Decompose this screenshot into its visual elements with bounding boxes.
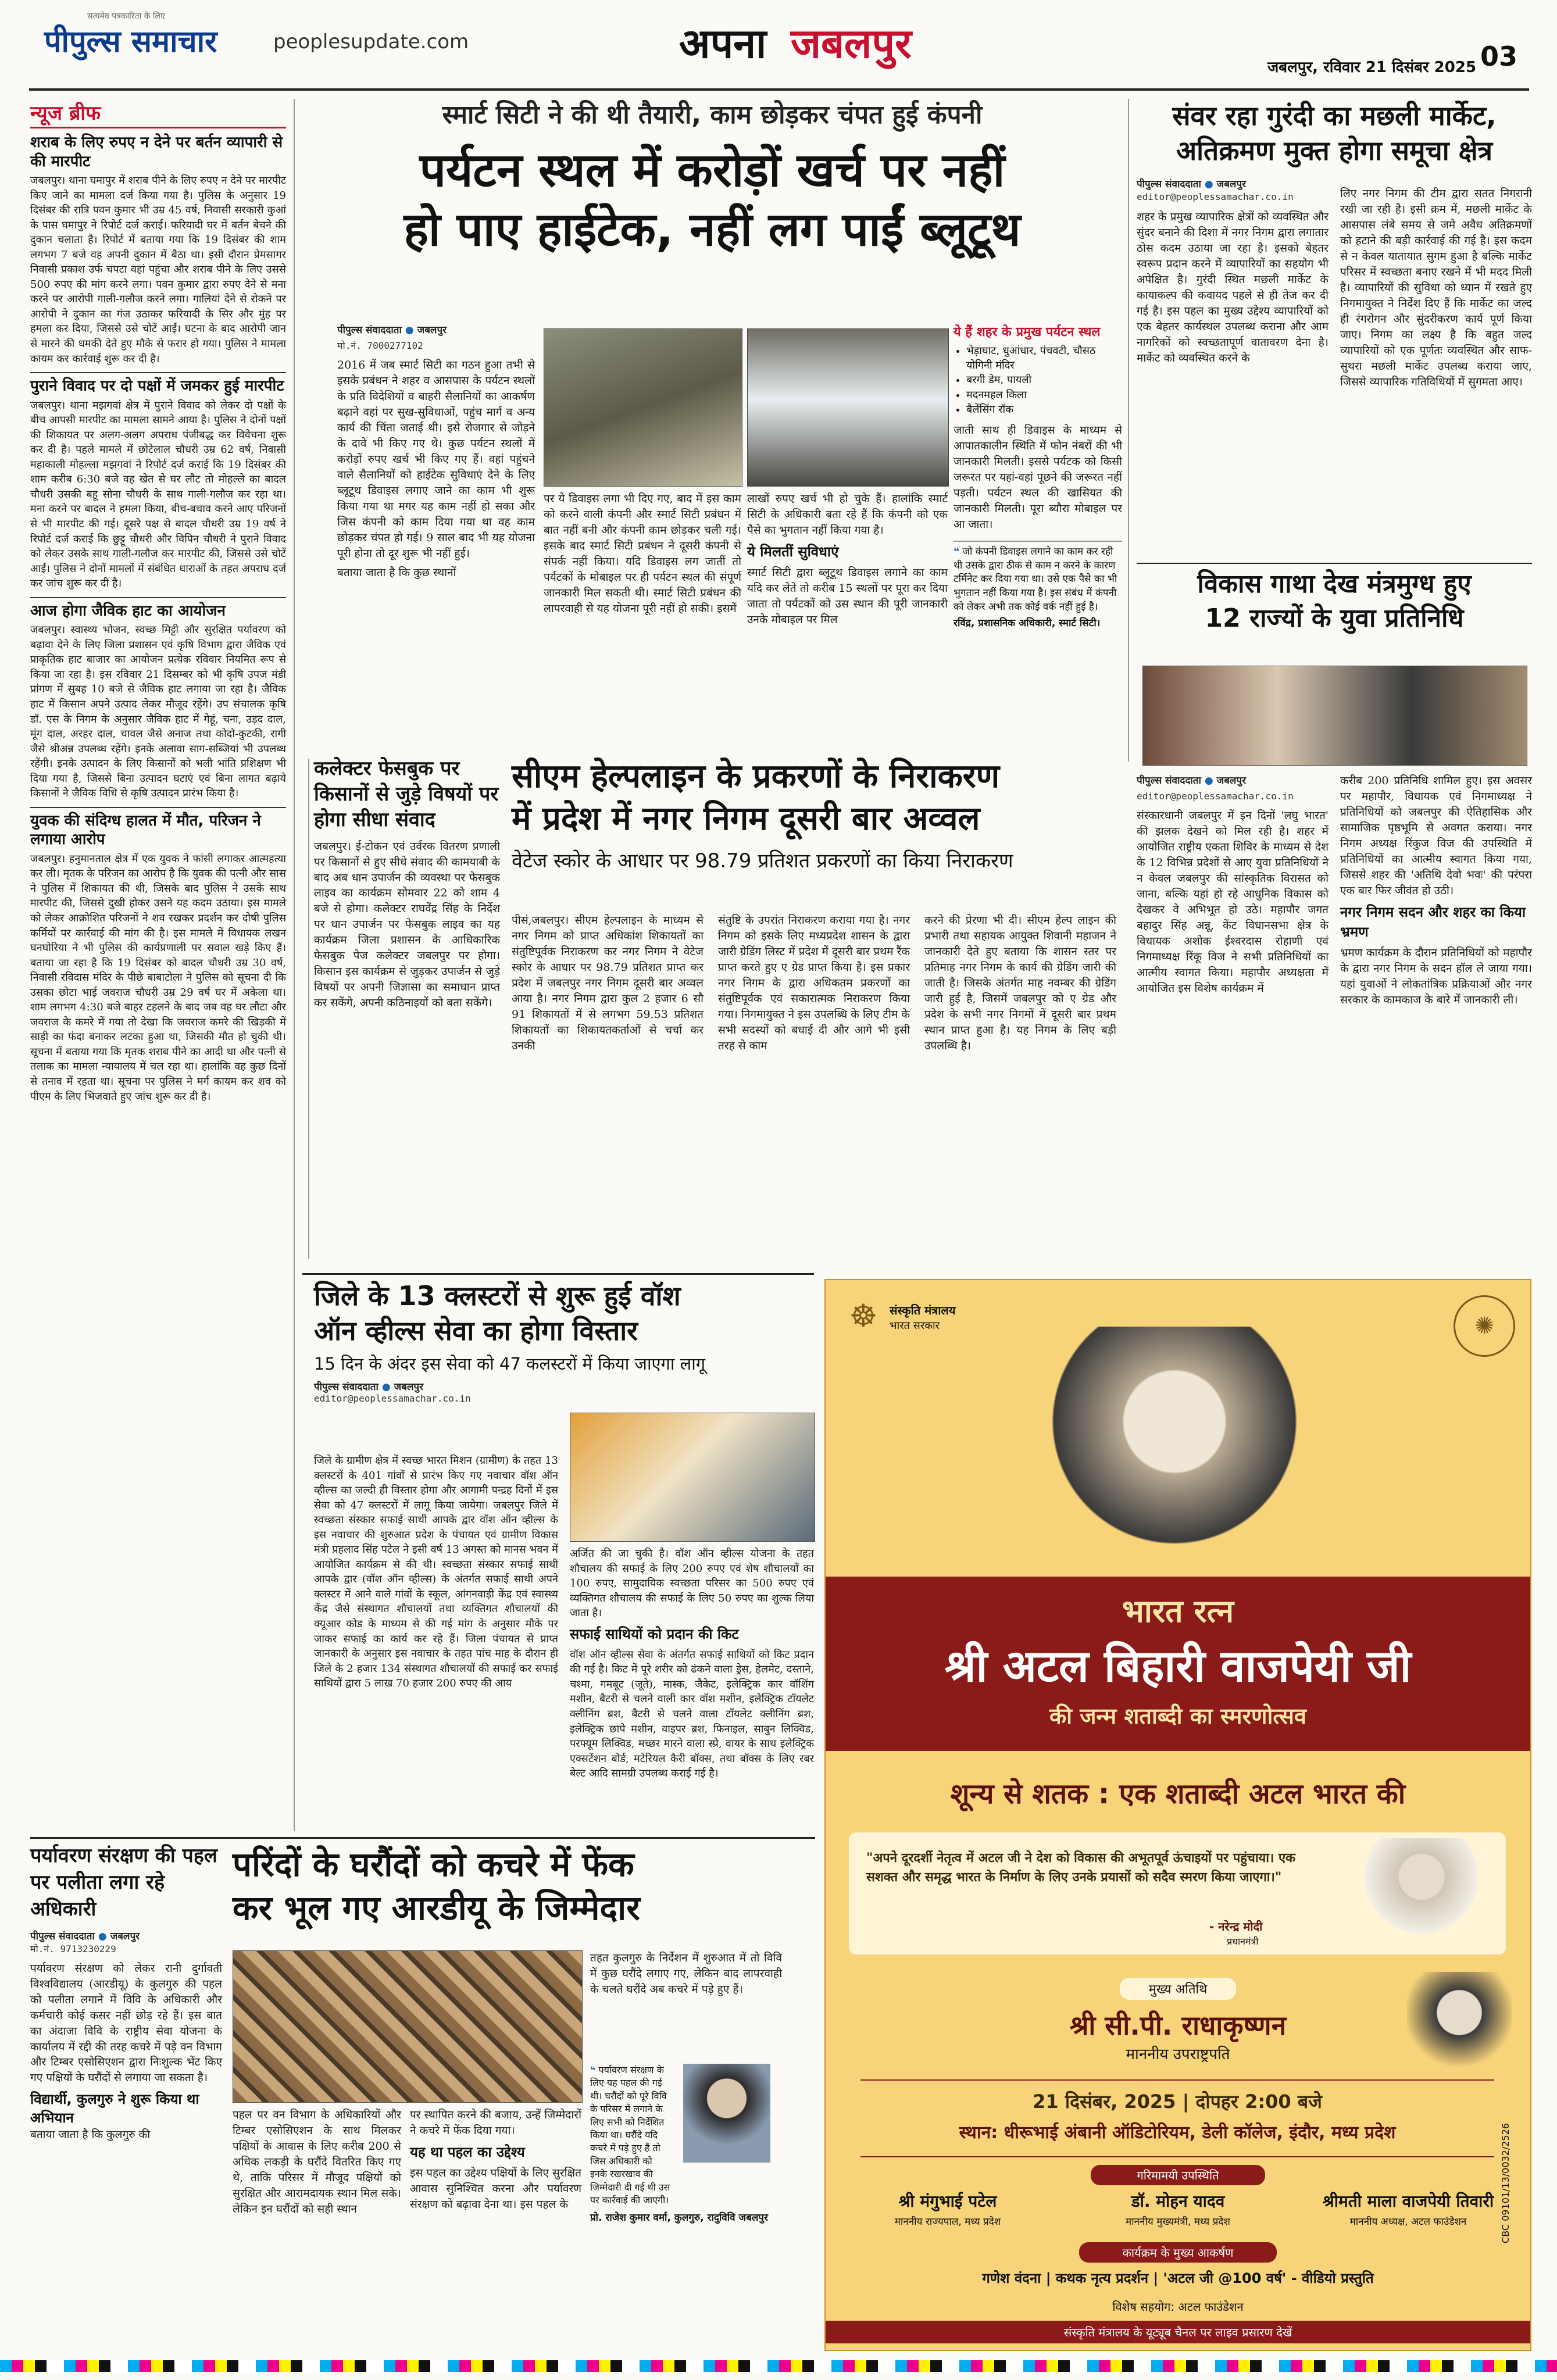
section-title-b: जबलपुर: [791, 20, 912, 67]
byline-text: पीपुल्स संवाददाता: [30, 1930, 95, 1942]
parinde-story: [233, 1843, 814, 2354]
vc-quote-text: [590, 2064, 672, 2207]
fort-photo: [544, 328, 742, 487]
atal-portrait: [1047, 1327, 1302, 1577]
gurandi-headline-2: अतिक्रमण मुक्त होगा समूचा क्षेत्र: [1176, 134, 1493, 166]
ad-footer: संस्कृति मंत्रालय के यूट्यूब चैनल पर लाइव प्रसारण देखें: [826, 2321, 1530, 2343]
bullet-icon: ●: [405, 324, 414, 336]
bullet-icon: ●: [381, 1381, 391, 1393]
guest-card: [837, 2190, 1058, 2228]
quote-source: रविंद्र, प्रशासनिक अधिकारी, स्मार्ट सिटी।: [954, 617, 1101, 629]
paryavaran-body: पर्यावरण संरक्षण को लेकर रानी दुर्गावती विश्वविद्यालय (आरडीयू) के कुलगुरु की पहल को पलीता लगाने में विवि के अधिकारी और कर्मचारी कोई कसर नहीं छोड़ रहे हैं। इस बात का अंदाजा विवि के राष्ट्रीय सेवा योजना के कार्यालय में रद्दी की तरह कचरे में पड़े वन विभाग और टिम्बर एसोसिएशन द्वारा निःशुल्क भेंट किए गए पक्षियों के घरौंदों से लगाया जा सकता है।: [30, 1961, 222, 2085]
chief-guest-label: मुख्य अतिथि: [1120, 1978, 1236, 2000]
ad-ministry: संस्कृति मंत्रालय: [890, 1303, 956, 1317]
delegates-photo: [1142, 666, 1527, 766]
section-title-a: अपना: [679, 20, 767, 67]
guest-card: [1298, 2190, 1519, 2228]
tourist-spots-list: [954, 344, 1122, 417]
paragraph: 2016 में जब स्मार्ट सिटी का गठन हुआ तभी से इसके प्रबंधन ने शहर व आसपास के पर्यटन स्थलों के प्रति विदेशियों व बाहरी सैलानियों का आकर्षण बढ़ाने वहां पर सुख-सुविधाओं, पहुंच मार्ग व अन्य कार्य की चिंता जताई थी। इसे रोजगार से जोड़ने के दावे भी किए गए थे। कुछ पर्यटन स्थलों में करोड़ों रुपए खर्च भी किए गए हैं। वहां पहुंचने वाले सैलानियों को हाईटेक सुविधाएं देने के लिए ब्लूटूथ डिवाइस लगाए जाने का काम भी शुरू किया गया था मगर यह काम नहीं हो सका और जिस कंपनी को काम दिया गया था वह काम छोड़कर चंपत हो गई। 9 साल बाद भी यह योजना पूरी होना तो दूर शुरू भी नहीं हुई।: [337, 359, 535, 560]
vikas-email[interactable]: editor@peoplessamachar.co.in: [1137, 791, 1294, 802]
wash-byline: [314, 1380, 814, 1393]
program-list: गणेश वंदना | कथक नृत्य प्रदर्शन | 'अटल जी @100 वर्ष' - वीडियो प्रस्तुति: [982, 2270, 1374, 2286]
guest-card: [1067, 2190, 1288, 2228]
lead-headline-1: पर्यटन स्थल में करोड़ों खर्च पर नहीं: [419, 143, 1005, 197]
byline-city: जबलपुर: [394, 1381, 424, 1393]
wash-email[interactable]: editor@peoplessamachar.co.in: [314, 1392, 471, 1404]
facebook-story: [314, 756, 500, 1267]
sub-heading: विद्यार्थी, कुलगुरु ने शुरू किया था अभियान: [30, 2091, 199, 2126]
cm-deck: वेटेज स्कोर के आधार पर 98.79 प्रतिशत प्रकरणों का किया निराकरण: [512, 849, 1013, 873]
vc-portrait: [683, 2064, 770, 2163]
guest-name: श्रीमती माला वाजपेयी तिवारी: [1322, 2192, 1494, 2211]
list-item: • बैलेंसिंग रॉक: [966, 402, 1122, 417]
quote-text: जो कंपनी डिवाइस लगाने का काम कर रही थी उसके द्वारा ठीक से काम न करने के कारण टर्मिनेट कर दिया गया था। उसे एक पैसे का भी भुगतान नहीं किया गया है। इस संबंध में कंपनी को लेकर अभी तक कोई वर्क नहीं हुई है।: [954, 545, 1117, 613]
cleaner-photo: [570, 1413, 815, 1542]
cm-col-2: संतुष्टि के उपरांत निराकरण कराया गया है। नगर निगम को इसके लिए मध्यप्रदेश शासन के द्वारा जारी ग्रेडिंग लिस्ट में प्रदेश में दूसरी बार प्रथम रैंक प्राप्त करते हुए ए ग्रेड प्राप्त किया है। इस प्रकार नगर निगम के द्वारा अधिकतम प्रकरणों का संतुष्टिपूर्वक एवं सकारात्मक निराकरण किया गया। निगमायुक्त ने इस उपलब्धि के लिए टीम के सभी सदस्यों को बधाई दी और आगे भी इसी तरह से काम: [718, 914, 910, 1052]
vikas-headline-1: विकास गाथा देख मंत्रमुग्ध हुए: [1197, 569, 1472, 599]
page-number: 03: [1480, 41, 1518, 72]
paragraph: करीब 200 प्रतिनिधि शामिल हुए। इस अवसर पर महापौर, विधायक एवं निगमाध्यक्ष ने प्रतिनिधियों को जबलपुर की ऐतिहासिक और सामाजिक पृष्ठभूमि से अवगत कराया। नगर निगम अध्यक्ष रिंकुज विज की उपस्थिति में प्रतिनिधियों का आत्मीय स्वागत किया गया, जिससे शहर की 'अतिथि देवो भवः' की परंपरा एक बार फिर जीवंत हो उठी।: [1340, 774, 1532, 897]
guest-role: माननीय मुख्यमंत्री, मध्य प्रदेश: [1126, 2216, 1230, 2228]
list-item: • भेड़ाघाट, धुआंधार, पंचवटी, चौसठ योगिनी मंदिर: [966, 344, 1122, 373]
news-brief-header: न्यूज ब्रीफ: [30, 99, 286, 128]
wash-col-1: जिले के ग्रामीण क्षेत्र में स्वच्छ भारत मिशन (ग्रामीण) के तहत 13 क्लस्टरों के 401 गांवों से प्रारंभ किए गए नवाचार वॉश ऑन व्हील्स का जल्दी ही विस्तार होगा और आगामी पन्द्रह दिनों में इस सेवा को 47 क्लस्टरों में लागू किया जायेगा। जबलपुर जिले में स्वच्छता संस्कार सफाई साथी आपके द्वार वॉश ऑन व्हील्स के इस नवाचार की शुरुआत प्रदेश के पंचायत एवं ग्रामीण विकास मंत्री प्रहलाद सिंह पटेल ने इसी वर्ष 13 अगस्त को मानस भवन में आयोजित कार्यक्रम से की थी। स्वच्छता संस्कार सफाई साथी आपके द्वार (वॉश ऑन व्हील्स) के अंतर्गत सफाई साथी अपने क्लस्टर में आने वाले गांवों के स्कूल, आंगनवाड़ी केंद्र एवं स्वास्थ्य केंद्र जैसे संस्थागत शौचालयों तथा व्यक्तिगत शौचालयों की क्यूआर कोड के माध्यम से की गई मांग के अनुसार मौके पर जाकर सफाई का कार्य कर रहे हैं। जिला पंचायत से प्राप्त जानकारी के अनुसार इस नवाचार के तहत पांच माह के दौरान ही जिले के 2 हजार 134 संस्थागत शौचालयों की सफाई कर सफाई साथियों द्वारा 5 लाख 70 हजार 200 रुपए की आय: [314, 1455, 558, 1690]
gurandi-story: [1137, 99, 1532, 552]
atal-centenary-ad[interactable]: [824, 1279, 1531, 2351]
tourist-spots-box: [954, 323, 1122, 631]
bullet-icon: ●: [1204, 775, 1213, 787]
ad-govt: भारत सरकार: [890, 1320, 940, 1332]
brief-body: जबलपुर। हनुमानताल क्षेत्र में एक युवक ने फांसी लगाकर आत्महत्या कर ली। मृतक के परिजन का आरोप है कि युवक की पत्नी और सास ने पुलिस में शिकायत की थी, जिसके बाद पुलिस ने उसके साथ मारपीट की, जिससे दुखी होकर उसने यह कदम उठाया। इस मामले को लेकर आक्रोशित परिजनों ने शव रखकर प्रदर्शन कर दोषी पुलिस कर्मियों पर कार्रवाई की मांग की है। इस मामले में विधायक लखन घनघोरिया ने भी पुलिस की कार्यप्रणाली पर सवाल खड़े किए हैं। बताया जा रहा है कि 19 दिसंबर को बादल चौधरी उम्र 30 वर्ष, निवासी रविदास मंदिर के पीछे बाबाटोला ने पुलिस को सूचना दी कि उसका छोटा भाई जवराज चौधरी उम्र 29 वर्ष घर में अकेला था। शाम लगभग 4:30 बजे बाहर टहलने के बाद जब वह घर लौटा और जवराज के कमरे में गया तो देखा कि जवराज कमरे की खिड़की में साड़ी का फंदा बनाकर लटका हुआ था, जिसकी मौत हो चुकी थी। सूचना में बताया गया कि मृतक शराब पीने का आदी था और पत्नी से तलाक का मामला न्यायालय में चल रहा था। हालांकि वह कुछ दिनों से तनाव में रहता था। सूचना पर पुलिस ने मर्ग कायम कर शव को पीएम के लिए भिजवाते हुए जांच शुरू कर दी है।: [30, 852, 286, 1103]
vikas-headline-2: 12 राज्यों के युवा प्रतिनिधि: [1205, 603, 1464, 634]
quote-icon: ❝: [590, 2064, 596, 2075]
paryavaran-byline: [30, 1929, 222, 1942]
byline-city: जबलपुर: [417, 324, 447, 336]
cm-headline-1: सीएम हेल्पलाइन के प्रकरणों के निराकरण: [512, 757, 1000, 795]
fb-headline: कलेक्टर फेसबुक पर किसानों से जुड़े विषयों पर होगा सीधा संवाद: [314, 757, 499, 832]
parinde-headline-2: कर भूल गए आरडीयू के जिम्मेदार: [233, 1888, 640, 1928]
ad-support: विशेष सहयोग: अटल फाउंडेशन: [1112, 2300, 1244, 2314]
column-divider: [294, 99, 295, 1831]
ad-cbc-code: CBC 09101/13/0032/2526: [1500, 2123, 1511, 2243]
parinde-col-2: [410, 2107, 581, 2216]
brief-body: जबलपुर। थाना घमापुर में शराब पीने के लिए रुपए न देने पर मारपीट किए जाने का मामला दर्ज किया गया है। पुलिस के अनुसार 19 दिसंबर की रात्रि पवन कुमार भी उम्र 45 वर्ष, निवासी सरकारी कुआं के पास घमापुर ने रिपोर्ट दर्ज कराई। फरियादी घर में बर्तन बेचने की दुकान चलाता है। रिपोर्ट में बताया गया कि 19 दिसंबर की शाम लगभग 7 बजे वह अपनी दुकान में बैठा था। इसी दौरान प्रेमसागर निवासी प्रकाश उर्फ चपटा वहां पहुंचा और शराब पीने के लिए उससे 500 रुपए की मांग करने लगा। पवन कुमार द्वारा रुपए देने से मना करने पर आरोपी गाली-गलौज करने लगा। गालियां देने से रोकने पर आरोपी ने दुकान का गंज उठाकर फरियादी के सिर और मुंह पर हमला कर दिया, जिससे उसे चोटें आईं। घटना के बाद आरोपी जान से मारने की धमकी देते हुए मौके से फरार हो गया। पुलिस ने मामला कायम कर कार्रवाई शुरू कर दी है।: [30, 174, 286, 365]
parinde-headline-1: परिंदों के घरौंदों को कचरे में फेंक: [233, 1845, 634, 1884]
byline-city: जबलपुर: [1216, 775, 1247, 787]
gurandi-col-1: शहर के प्रमुख व्यापारिक क्षेत्रों को व्यवस्थित और सुंदर बनाने की दिशा में नगर निगम द्वारा लगातार ठोस कदम उठाया जा रहा है। इसको बेहतर स्वरूप प्रदान करने में व्यापारियों का सहयोग भी अपेक्षित है। गुरंदी स्थित मछली मार्केट के कायाकल्प की कवायद पहले से ही तेज कर दी गई है। इस पहल का मुख्य उद्देश्य व्यापारियों को एक बेहतर कार्यस्थल उपलब्ध कराना और आम नागरिकों को स्वच्छतापूर्ण वातावरण देना है। मार्केट को व्यवस्थित करने के: [1137, 210, 1329, 364]
ad-title-1: भारत रत्न: [1122, 1593, 1234, 1629]
parinde-col-1: पहल पर वन विभाग के अधिकारियों और टिम्बर एसोसिएशन के साथ मिलकर पक्षियों के आवास के लिए करीब 200 से अधिक लकड़ी के घरौंदे वितरित किए गए थे, ताकि परिसर में मौजूद पक्षियों को सुरक्षित और आरामदायक स्थान मिल सके। लेकिन इन घरौंदों को सही स्थान: [233, 2109, 401, 2215]
lead-col-3: [747, 491, 948, 631]
brief-item: [30, 597, 286, 801]
bullet-icon: ●: [1204, 178, 1213, 190]
gurandi-col-2: लिए नगर निगम की टीम द्वारा सतत निगरानी रखी जा रही है। इसी क्रम में, मछली मार्केट के आसपास लंबे समय से जमे अवैध अतिक्रमणों को हटाने की बड़ी कार्रवाई की गई है। इस कदम से न केवल यातायात सुगम हुआ है बल्कि मार्केट परिसर में स्वच्छता बनाए रखने में भी मदद मिली है। व्यापारियों की सुविधा को ध्यान में रखते हुए निगमायुक्त ने निर्देश दिए हैं कि मार्केट का जल्द ही रंगरोगन और सुंदरीकरण कार्य पूर्ण किया जाए। निगम का लक्ष्य है कि बहुत जल्द व्यापारियों को एक पूर्णतः व्यवस्थित और साफ-सुथरा मछली मार्केट उपलब्ध कराया जाए, जिससे व्यापारिक गतिविधियों में सुगमता आए।: [1340, 187, 1532, 388]
lead-col-2: पर ये डिवाइस लगा भी दिए गए, बाद में इस काम को करने वाली कंपनी और स्मार्ट सिटी प्रबंधन में बात नहीं बनी और कंपनी काम छोड़कर चली गई। इसके बाद स्मार्ट सिटी प्रबंधन ने दूसरी कंपनी से संपर्क नहीं किया। यदि डिवाइस लग जातीं तो पर्यटकों के मोबाइल पर ही पर्यटन स्थल की संपूर्ण जानकारी मिल सकती थी। स्मार्ट सिटी प्रबंधन की लापरवाही से यह योजना पूरी नहीं हो सकी। इसमें: [544, 492, 741, 615]
quote-icon: ❝: [954, 545, 959, 558]
guests-label: गरिमामयी उपस्थिति: [1091, 2165, 1265, 2185]
fb-body: जबलपुर। ई-टोकन एवं उर्वरक वितरण प्रणाली पर किसानों से हुए सीधे संवाद की कामयाबी के बाद अब धान उपार्जन की व्यवस्था पर फेसबुक लाइव का कार्यक्रम सोमवार 22 को शाम 4 बजे से होगा। कलेक्टर राघवेंद्र सिंह के निर्देश पर धान उपार्जन पर फेसबुक लाइव का यह कार्यक्रम जिला प्रशासन के आधिकारिक फेसबुक पेज कलेक्टर जबलपुर पर होगा। किसान इस कार्यक्रम से जुड़कर उपार्जन से जुड़े विषयों पर अपनी जिज्ञासा का समाधान प्राप्त कर सकेंगे, अपनी कठिनाइयों को बता सकेंगे।: [314, 839, 500, 1010]
vc-quote-box: [590, 2064, 811, 2224]
paryavaran-story: [30, 1843, 222, 2354]
centenary-logo-icon: ✺: [1454, 1295, 1515, 1357]
brief-title: पुराने विवाद पर दो पक्षों में जमकर हुई मारपीट: [30, 377, 284, 395]
paragraph: अर्जित की जा चुकी है। वॉश ऑन व्हील्स योजना के तहत शौचालय की सफाई के लिए 200 रुपए एवं शेष शौचालयों का 100 रुपए, सामुदायिक स्वच्छता परिसर का 500 रुपए एवं व्यक्तिगत शौचालय की सफाई के लिए 50 रुपए का शुल्क लिया जाता है।: [570, 1548, 814, 1620]
gurandi-headline-1: संवर रहा गुरंदी का मछली मार्केट,: [1172, 100, 1497, 131]
ad-tagline: शून्य से शतक : एक शताब्दी अटल भारत की: [950, 1778, 1406, 1810]
column-divider: [308, 759, 309, 1259]
chief-guest-name: श्री सी.पी. राधाकृष्णन: [1069, 2010, 1287, 2041]
parinde-col-3: तहत कुलगुरु के निर्देशन में शुरुआत में तो विवि में कुछ घरौंदे लगाए गए, लेकिन बाद लापरवाही के चलते घरौंदे अब कचरे में पड़े हुए हैं।: [590, 1952, 782, 1996]
registration-marks: [0, 2360, 1557, 2372]
brief-title: आज होगा जैविक हाट का आयोजन: [30, 602, 226, 620]
sub-heading: नगर निगम सदन और शहर का किया भ्रमण: [1340, 903, 1526, 940]
ministry-emblem-icon: ☸: [849, 1298, 878, 1334]
lead-kicker: स्मार्ट सिटी ने की थी तैयारी, काम छोड़कर चंपत हुई कंपनी: [442, 100, 983, 130]
pm-quote-by: - नरेन्द्र मोदी: [1209, 1920, 1263, 1934]
guest-name: डॉ. मोहन यादव: [1131, 2192, 1225, 2211]
wash-headline-1: जिले के 13 क्लस्टरों से शुरू हुई वॉश: [314, 1280, 681, 1311]
paragraph: इस पहल का उद्देश्य पक्षियों के लिए सुरक्षित आवास सुनिश्चित करना और पर्यावरण संरक्षण को बढ़ावा देना था। इस पहल के: [410, 2167, 581, 2211]
brief-body: जबलपुर। स्वास्थ्य भोजन, स्वच्छ मिट्टी और सुरक्षित पर्यावरण को बढ़ावा देने के लिए जिला प्रशासन एवं कृषि विभाग द्वारा जैविक एवं प्राकृतिक हाट बाजार का आयोजन प्रत्येक रविवार नियमित रूप से किया जा रहा है। इस रविवार 21 दिसम्बर को भी कृषि उपज मंडी प्रांगण में सुबह 10 बजे से जैविक हाट लगाया जा रहा है। जैविक हाट में किसान अपने उत्पाद लेकर मौजूद रहेंगे। उप संचालक कृषि डॉ. एस के निगम के अनुसार जैविक हाट में गेहूं, चना, उड़द दाल, मूंग दाल, अरहर दाल, चावल जैसे अनाज तथा कोदो-कुटकी, रागी जैसे श्रीअन्न उपलब्ध रहेंगे। इनके अलावा साग-सब्जियां भी उपलब्ध रहेंगी। इनके उत्पादन के लिए किसानों को भली भांति प्रशिक्षण भी दिया गया है, जिससे बिना उत्पादन घटाएं एवं बिना लागत बढ़ाये किसानों ने जैविक विधि से कृषि उत्पादन प्रारंभ किया है।: [30, 624, 286, 800]
event-date: 21 दिसंबर, 2025 | दोपहर 2:00 बजे: [1033, 2090, 1322, 2113]
section-rule: [30, 1837, 815, 1839]
paragraph: स्मार्ट सिटी द्वारा ब्लूटूथ डिवाइस लगाने का काम यदि कर लेते तो करीब 15 स्थलों पर पूरा कर दिया जाता तो पर्यटकों को उस स्थान की पूरी जानकारी उनके मोबाइल पर मिल: [747, 566, 948, 626]
official-quote: [954, 541, 1122, 631]
byline-city: जबलपुर: [1216, 178, 1247, 190]
pm-quote-text: "अपने दूरदर्शी नेतृत्व में अटल जी ने देश को विकास की अभूतपूर्व ऊंचाइयों पर पहुंचाया। एक सशक्त और समृद्ध भारत के निर्माण के लिए उनके प्रयासों को सदैव स्मरण किया जाएगा।": [866, 1851, 1296, 1885]
paragraph: वॉश ऑन व्हील्स सेवा के अंतर्गत सफाई साथियों को किट प्रदान की गई है। किट में पूरे शरीर को ढंकने वाला ड्रेस, हेलमेट, दस्ताने, चश्मा, गमबूट (जूते), मास्क, जैकेट, इलेक्ट्रिक कार वॉशिंग मशीन, बैटरी से चलने वाली कार वॉश मशीन, इलेक्ट्रिक टॉयलेट क्लीनिंग ब्रश, बैटरी से चलने वाला टॉयलेट क्लीनिंग ब्रश, इलेक्ट्रिक छापे मशीन, वाइपर ब्रश, फिनाइल, साबुन लिक्विड, परफ्यूम लिक्विड, मच्छर मारने वाला स्प्रे, वायर के साथ इलेक्ट्रिक एक्सटेंशन बोर्ड, मटेरियल कैरी बॉक्स, तथा बॉक्स के लिए रबर बेल्ट आदि सामग्री उपलब्ध कराई गई है।: [570, 1648, 814, 1780]
quote-text: पर्यावरण संरक्षण के लिए यह पहल की गई थी। घरौंदों को पूरे विवि के परिसर में लगाने के लिए सभी को निर्देशित किया था। घरौंदे यदि कचरे में पड़े हुए हैं तो जिस अधिकारी को इनके रखरखाव की जिम्मेदारी दी गई थी उस पर कार्रवाई की जाएगी।: [590, 2064, 670, 2206]
site-url[interactable]: peoplesupdate.com: [273, 30, 469, 53]
byline-text: पीपुल्स संवाददाता: [1137, 775, 1201, 787]
wash-col-2: [570, 1546, 814, 1785]
list-item: • बरगी डेम, पायली: [966, 373, 1122, 387]
ad-title-band: [826, 1577, 1530, 1751]
birdhouses-photo: [233, 1950, 583, 2103]
vikas-col-1: संस्कारधानी जबलपुर में इन दिनों 'लघु भारत' की झलक देखने को मिल रही है। शहर में आयोजित राष्ट्रीय एकता शिविर के माध्यम से देश के 12 विभिन्न प्रदेशों से आए युवा प्रतिनिधियों ने न केवल जबलपुर की सांस्कृतिक विरासत को जाना, बल्कि यहां हो रहे आधुनिक विकास को देखकर वे अभिभूत हो उठे। महापौर जगत बहादुर सिंह अन्नू, केंट विधानसभा क्षेत्र के विधायक अशोक ईश्वरदास रोहाणी एवं निगमाध्यक्ष रिंकू विज ने सभी प्रतिनिधियों का आत्मीय स्वागत किया। महापौर अध्यक्षता में आयोजित इस विशेष कार्यक्रम में: [1137, 809, 1329, 995]
event-venue: स्थान: धीरूभाई अंबानी ऑडिटोरियम, डेली कॉलेज, इंदौर, मध्य प्रदेश: [959, 2122, 1396, 2143]
paryavaran-mobile: मो.नं. 9713230229: [30, 1943, 116, 1954]
sub-heading: ये मिलतीं सुविधाएं: [747, 543, 839, 560]
byline-text: पीपुल्स संवाददाता: [1137, 178, 1201, 190]
vikas-col-2: [1340, 773, 1532, 1012]
quote-source: प्रो. राजेश कुमार वर्मा, कुलगुरु, रादुविवि जबलपुर: [590, 2212, 768, 2224]
paragraph: लाखों रुपए खर्च भी हो चुके हैं। हालांकि स्मार्ट सिटी के अधिकारी बता रहे हैं कि कंपनी को एक पैसे का भुगतान नहीं किया गया है।: [747, 492, 948, 537]
wash-story: [314, 1279, 814, 1820]
guest-role: माननीय राज्यपाल, मध्य प्रदेश: [894, 2216, 1001, 2228]
waterfall-photo: [747, 328, 949, 487]
guest-role: माननीय अध्यक्ष, अटल फाउंडेशन: [1349, 2216, 1467, 2228]
ad-title-3: की जन्म शताब्दी का स्मरणोत्सव: [1049, 1703, 1307, 1729]
lead-story: [302, 96, 1122, 764]
vikas-byline: [1137, 773, 1246, 787]
chief-guest-role: माननीय उपराष्ट्रपति: [1126, 2046, 1230, 2063]
lead-col-4: जाती साथ ही डिवाइस के माध्यम से आपातकालीन स्थिति में फोन नंबरों की भी जानकारी मिलती। इससे पर्यटक को किसी जरूरत पर यहां-वहां पूछने की जरूरत नहीं पड़ती। पर्यटन स्थल की खासियत की जानकारी मिलती। पूरा ब्यौरा मोबाइल पर आ जाता।: [954, 423, 1122, 531]
box-title: ये हैं शहर के प्रमुख पर्यटन स्थल: [954, 325, 1101, 340]
masthead-rule: [29, 88, 1529, 91]
sub-heading: सफाई साथियों को प्रदान की किट: [570, 1625, 739, 1642]
brief-title: युवक की संदिग्ध हालत में मौत, परिजन ने लगाया आरोप: [30, 812, 261, 849]
cm-helpline-story: [512, 756, 1128, 1267]
wash-deck: 15 दिन के अंदर इस सेवा को 47 कलस्टरों में किया जाएगा लागू: [314, 1353, 706, 1374]
cm-col-1: पीसं,जबलपुर। सीएम हेल्पलाइन के माध्यम से नगर निगम को प्राप्त अधिकांश शिकायतों का संतुष्टिपूर्वक निराकरण कर नगर निगम ने वेटेज स्कोर के आधार पर 98.79 प्रतिशत प्राप्त कर प्रदेश में जबलपुर नगर निगम दूसरी बार अव्वल आया है। नगर निगम द्वारा कुल 2 हजार 6 सौ 91 शिकायतों में से लगभग 59.53 प्रतिशत शिकायतों का शिकायतकर्ताओं से चर्चा कर उनकी: [512, 914, 703, 1052]
section-rule: [302, 1273, 814, 1275]
paragraph: भ्रमण कार्यक्रम के दौरान प्रतिनिधियों को महापौर के द्वारा नगर निगम के सदन हॉल ले जाया गया। यहां युवाओं ने लोकतांत्रिक प्रक्रियाओं और नगर सरकार के कामकाज के बारे में जानकारी ली।: [1340, 946, 1532, 1006]
byline-city: जबलपुर: [110, 1930, 140, 1942]
vikas-story: [1137, 567, 1532, 1049]
event-band: [860, 2079, 1494, 2157]
brief-item: [30, 807, 286, 1104]
list-item: • मदनमहल किला: [966, 388, 1122, 402]
section-rule: [1137, 563, 1532, 564]
pm-quote-role: प्रधानमंत्री: [1227, 1936, 1259, 1947]
byline-text: पीपुल्स संवाददाता: [337, 324, 402, 336]
guest-name: श्री मंगुभाई पटेल: [898, 2192, 997, 2211]
brand-tagline: सत्यमेव पत्रकारिता के लिए: [87, 12, 165, 21]
lead-mobile: मो.नं. 7000277102: [337, 340, 423, 351]
wash-headline-2: ऑन व्हील्स सेवा का होगा विस्तार: [314, 1314, 638, 1346]
byline-text: पीपुल्स संवाददाता: [314, 1381, 378, 1393]
lead-byline: [337, 323, 447, 336]
news-brief-column: [30, 99, 286, 1854]
pm-quote-box: [849, 1832, 1506, 1954]
bullet-icon: ●: [98, 1930, 107, 1942]
program-label: कार्यक्रम के मुख्य आकर्षण: [1079, 2242, 1277, 2263]
brief-title: शराब के लिए रुपए न देने पर बर्तन व्यापारी से की मारपीट: [30, 134, 283, 170]
column-divider: [1128, 99, 1129, 762]
ad-title-2: श्री अटल बिहारी वाजपेयी जी: [944, 1640, 1412, 1692]
brief-body: जबलपुर। थाना मझगवां क्षेत्र में पुराने विवाद को लेकर दो पक्षों के बीच आपसी मारपीट का मामला सामने आया है। पुलिस ने दोनों पक्षों की शिकायत पर अलग-अलग अपराध पंजीबद्ध कर विवेचना शुरू कर दी है। पहले मामले में छोटेलाल चौधरी उम्र 62 वर्ष, निवासी महाकाली मोहल्ला मझगवां ने रिपोर्ट दर्ज कराई कि 19 दिसंबर की शाम करीब 6:30 बजे वह खेत से घर लौट तो मोहल्ले का बादल चौधरी उसकी बहू सोना चौधरी के साथ गाली-गलौज कर रहा था। मना करने पर बादल ने हमला किया, बीच-बचाव करने आए परिजनों से भी मारपीट की गई। दूसरे पक्ष से बादल चौधरी उम्र 19 वर्ष ने रिपोर्ट दर्ज कराई कि छुट्टू चौधरी और विपिन चौधरी ने पुराने विवाद को लेकर उसके साथ गाली-गलौज कर मारपीट की, जिससे उसे चोटें आईं। पुलिस ने दोनों मामलों में संबंधित धाराओं के तहत अपराध दर्ज कर जांच शुरू कर दी है।: [30, 399, 286, 590]
paryavaran-headline: पर्यावरण संरक्षण की पहल पर पलीता लगा रहे अधिकारी: [30, 1844, 217, 1921]
cm-headline-2: में प्रदेश में नगर निगम दूसरी बार अव्वल: [512, 799, 980, 838]
paragraph: बताया जाता है कि कुछ स्थानों: [337, 566, 456, 579]
paryavaran-body-2: बताया जाता है कि कुलगुरु की: [30, 2128, 151, 2141]
lead-headline-2: हो पाए हाईटेक, नहीं लग पाईं ब्लूटूथ: [403, 202, 1021, 256]
lead-col-1: [337, 358, 535, 584]
paragraph: पर स्थापित करने की बजाय, उन्हें जिम्मेदारों ने कचरे में फेंक दिया गया।: [410, 2109, 581, 2137]
gurandi-email[interactable]: editor@peoplessamachar.co.in: [1137, 191, 1294, 202]
masthead: [0, 0, 1557, 76]
dateline: जबलपुर, रविवार 21 दिसंबर 2025: [1267, 59, 1477, 76]
brief-item: [30, 372, 286, 591]
cm-col-3: करने की प्रेरणा भी दी। सीएम हेल्प लाइन की प्रभारी तथा सहायक आयुक्त शिवानी महाजन ने जानकारी देते हुए बताया कि शासन स्तर पर प्रतिमाह नगर निगम के कार्य की ग्रेडिंग जारी की जाती है। जिसके अंतर्गत माह नवम्बर की ग्रेडिंग जारी हुई है, जिसमें जबलपुर को ए ग्रेड और प्रदेश के सभी नगर निगमों में दूसरी बार प्रथम स्थान प्राप्त हुआ है। यह निगम के लिए बड़ी उपलब्धि है।: [924, 914, 1116, 1052]
brand-logo: पीपुल्स समाचार: [44, 24, 217, 59]
brief-item: [30, 133, 286, 366]
sub-heading: यह था पहल का उद्देश्य: [410, 2143, 525, 2160]
pm-portrait: [1349, 1838, 1494, 1949]
